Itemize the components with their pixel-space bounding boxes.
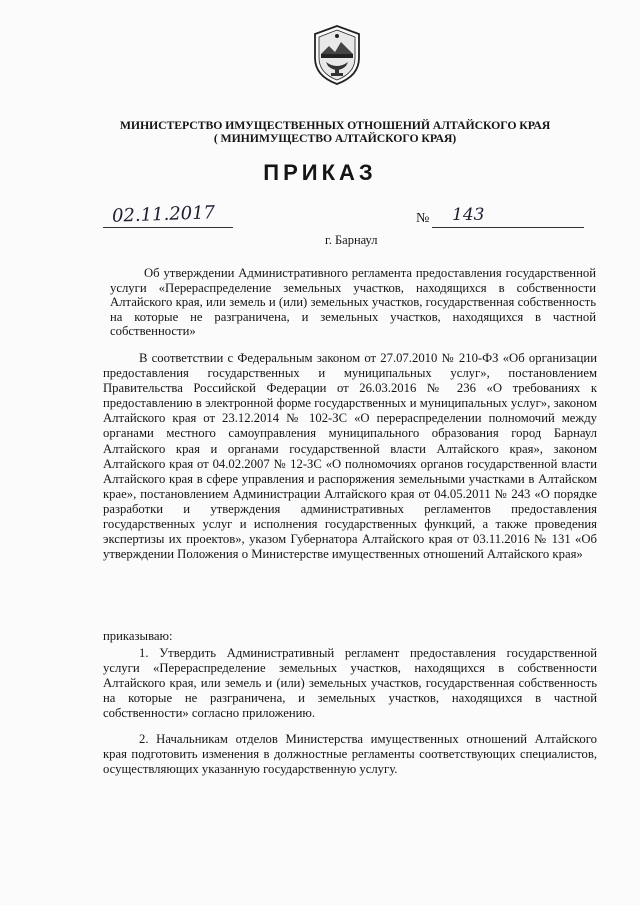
order-word: приказываю:: [103, 629, 173, 643]
city: г. Барнаул: [325, 233, 378, 247]
number-underline: [432, 227, 584, 228]
order-number: 143: [452, 205, 485, 225]
ministry-short-name: ( МИНИМУЩЕСТВО АЛТАЙСКОГО КРАЯ): [213, 131, 457, 145]
ministry-name: МИНИСТЕРСТВО ИМУЩЕСТВЕННЫХ ОТНОШЕНИЙ АЛТАЙСКОГО КРАЯ: [119, 118, 551, 132]
order-item-1: 1. Утвердить Административный регламент предоставления государственной услуги «Перераспределение земельных участков, находящихся в собственности Алтайского края, или земель и (или) земельных участков, государственная собственность на которые не разграничена, и земельных участков, находящихся в частной собственности» согласно приложению.: [103, 646, 597, 721]
legal-basis-paragraph: В соответствии с Федеральным законом от 27.07.2010 № 210-ФЗ «Об организации предоставления государственных и муниципальных услуг», постановлением Правительства Российской Федерации от 26.03.2016 № 236 «О требованиях к предоставлению в электронной форме государственных и муниципальных услуг», законом Алтайского края от 23.12.2014 № 102-ЗС «О перераспределении полномочий между органами местного самоуправления муниципального образования город Барнаул Алтайского края и органами государственной власти Алтайского края», законом Алтайского края от 04.02.2007 № 12-ЗС «О полномочиях органов государственной власти Алтайского края в сфере управления и распоряжения земельными участками в Алтайском крае», постановлением Администрации Алтайского края от 04.05.2011 № 243 «О порядке разработки и утверждения административных регламентов предоставления государственных услуг и исполнения государственных функций, а также проведения экспертизы их проектов», указом Губернатора Алтайского края от 03.11.2016 № 131 «Об утверждении Положения о Министерстве имущественных отношений Алтайского края»: [103, 351, 597, 562]
order-item-2: 2. Начальникам отделов Министерства имущественных отношений Алтайского края подготовить изменения в должностные регламенты соответствующих специалистов, осуществляющих указанную государственную услугу.: [103, 732, 597, 777]
order-subject-text: Об утверждении Административного регламента предоставления государственной услуги «Перераспределение земельных участков, находящихся в собственности Алтайского края, или земель и (или) земельных участков, государственная собственность на которые не разграничена, и земельных участков, находящихся в частной собственности»: [110, 266, 596, 339]
document-type-title: ПРИКАЗ: [263, 160, 377, 185]
altai-krai-coat-of-arms-icon: [309, 24, 365, 86]
number-sign: №: [416, 211, 430, 226]
order-date: 02.11.2017: [111, 202, 216, 227]
order-subject: [110, 266, 596, 339]
date-underline: [103, 227, 233, 228]
